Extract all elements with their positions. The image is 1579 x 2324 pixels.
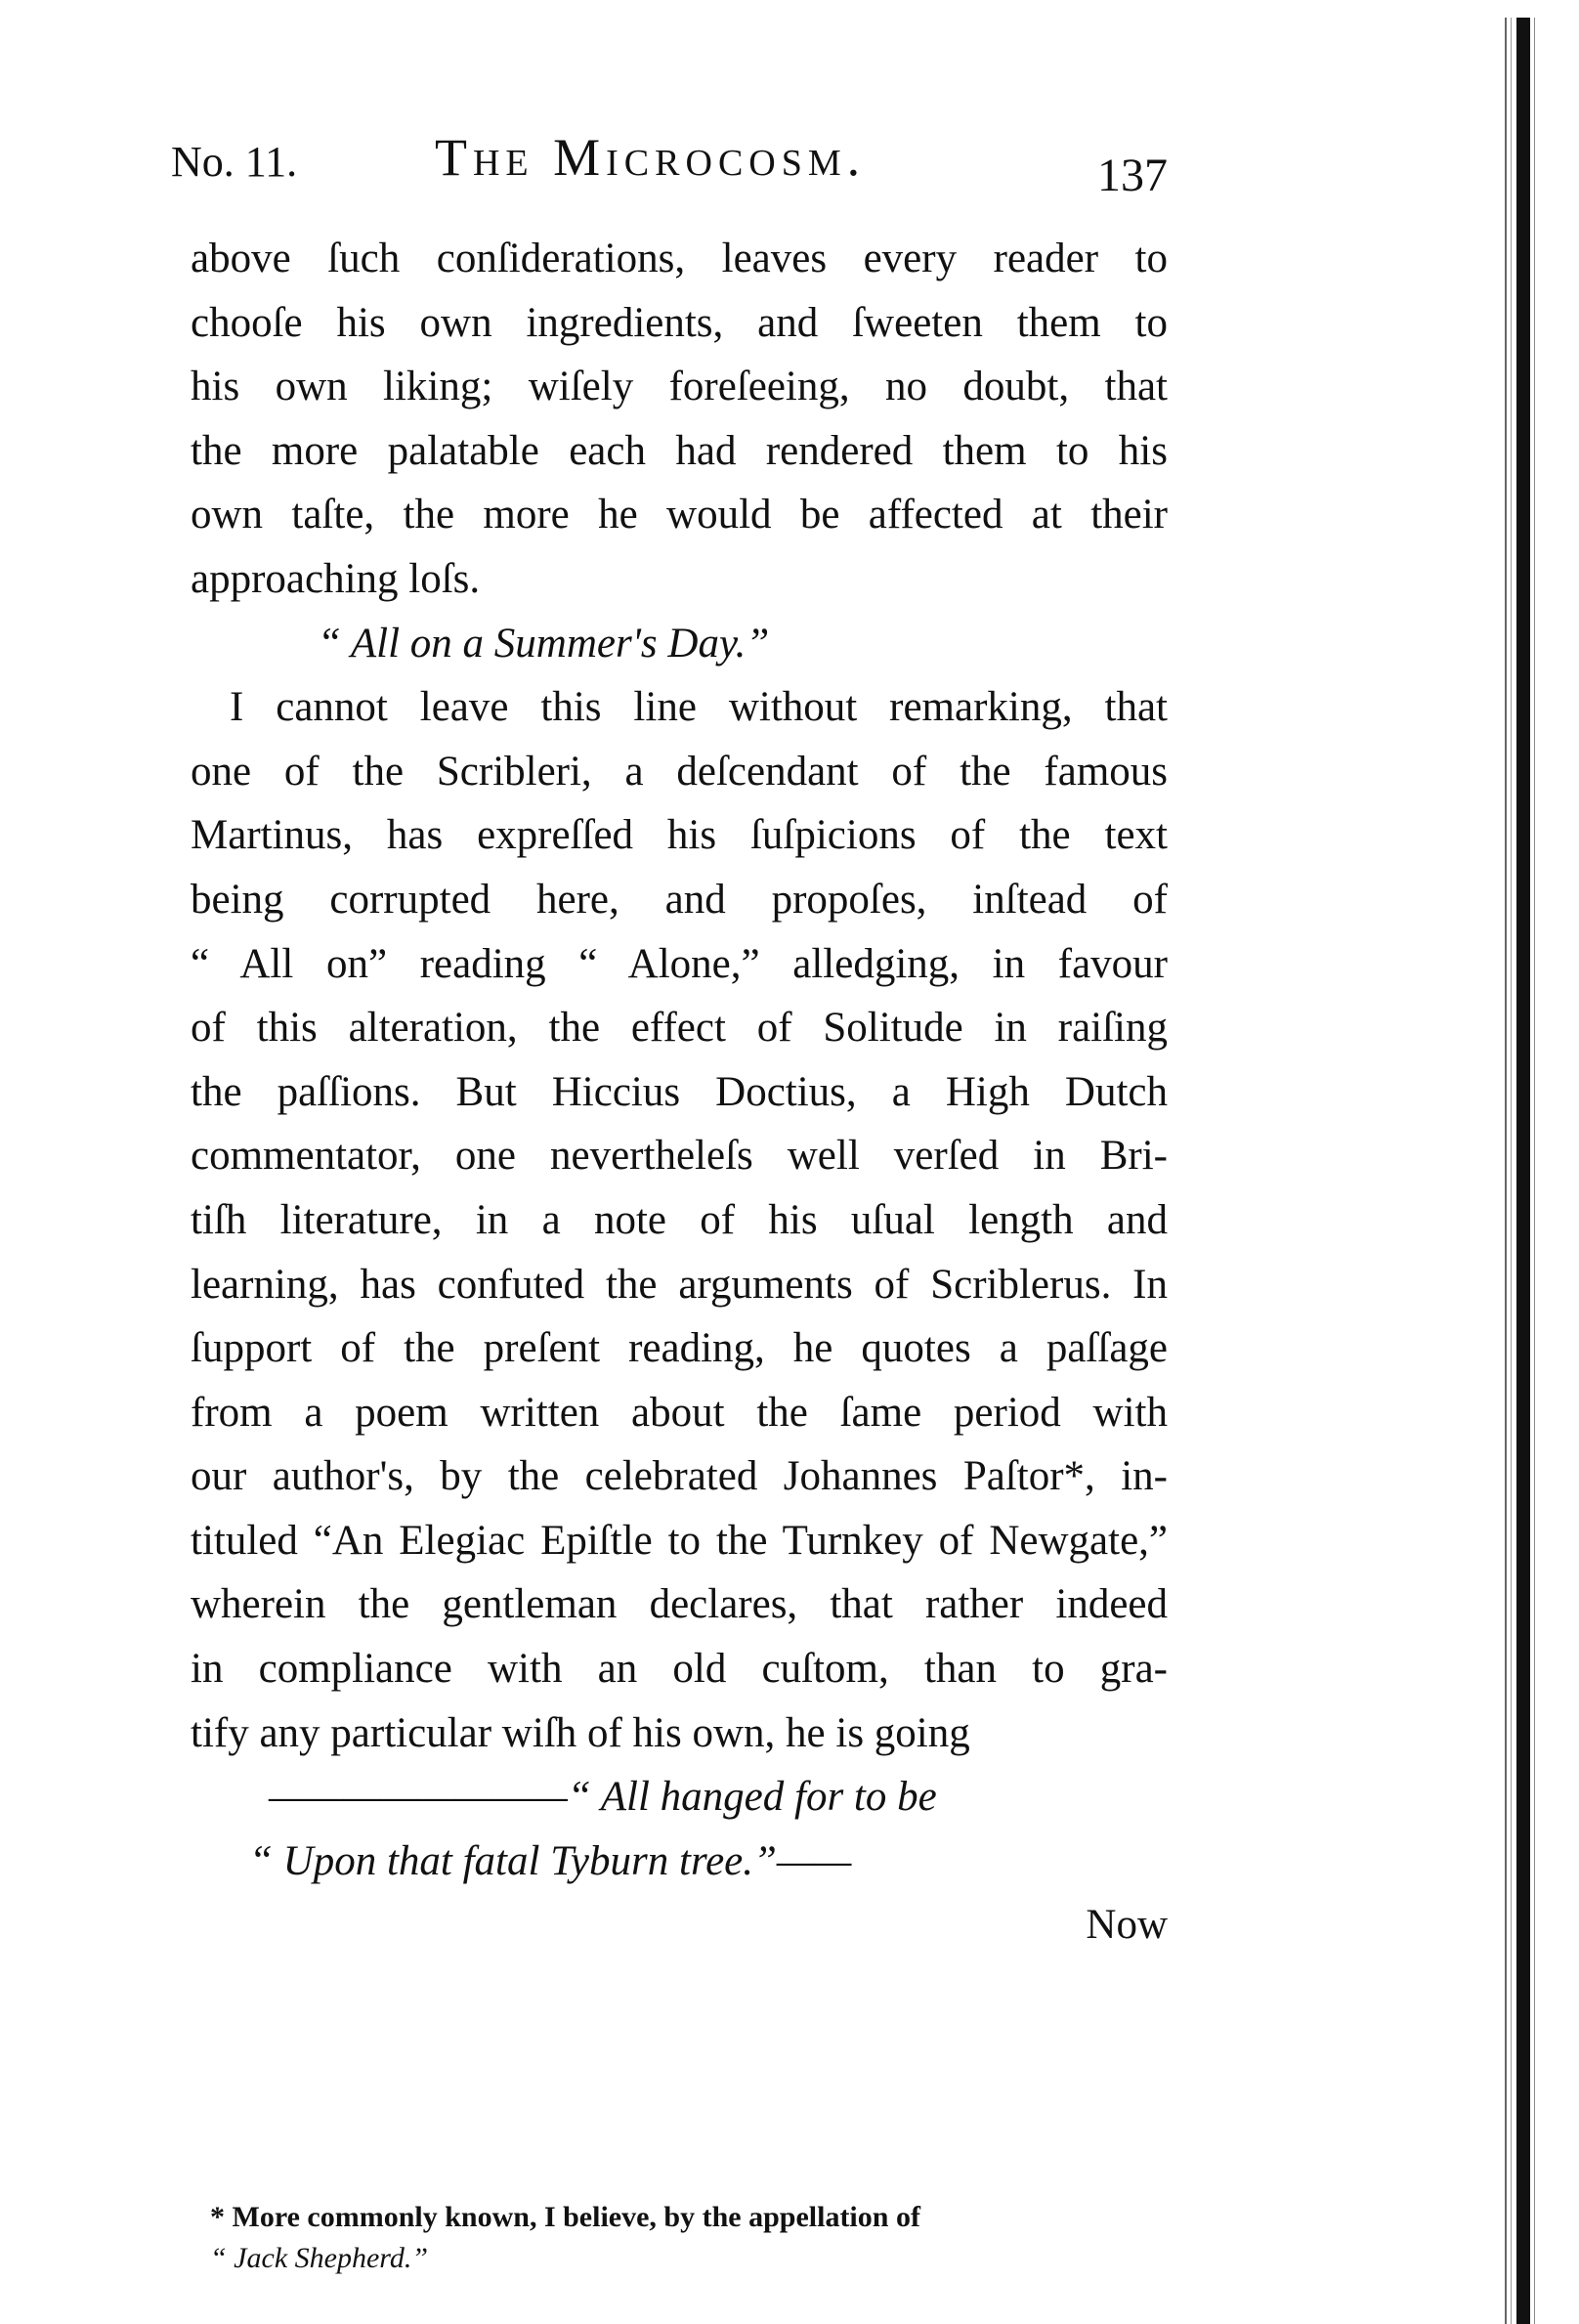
catchword: Now <box>1086 1902 1168 1949</box>
text-line: Martinus, has expreſſed his ſuſpicions of the text <box>191 812 1168 859</box>
text-line: own taſte, the more he would be affected at their <box>191 492 1168 538</box>
text-line: one of the Scribleri, a deſcendant of the famous <box>191 748 1168 795</box>
verse-line: ————————“ All hanged for to be <box>269 1774 937 1821</box>
text-line: I cannot leave this line without remarking, that <box>230 684 1168 731</box>
verse-line: “ Upon that fatal Tyburn tree.”—— <box>249 1837 852 1884</box>
footnote-line: “ Jack Shepherd.” <box>210 2242 429 2274</box>
book-spine-edge <box>1505 18 1544 2324</box>
text-line: tituled “An Elegiac Epiſtle to the Turnkey of Newgate,” <box>191 1517 1168 1564</box>
text-line: above ſuch conſiderations, leaves every reader to <box>191 236 1168 281</box>
text-line: being corrupted here, and propoſes, inſtead of <box>191 876 1168 923</box>
text-line: his own liking; wiſely foreſeeing, no doubt, that <box>191 364 1168 410</box>
text-line: the more palatable each had rendered them to his <box>191 427 1168 474</box>
text-line: chooſe his own ingredients, and ſweeten them to <box>191 299 1168 346</box>
text-line: tify any particular wiſh of his own, he is going <box>191 1709 970 1756</box>
body-text <box>191 227 1168 1958</box>
running-title: The Microcosm. <box>435 128 867 187</box>
text-line: commentator, one nevertheleſs well verſed in Bri- <box>191 1133 1168 1180</box>
text-line: wherein the gentleman declares, that rather indeed <box>191 1581 1168 1628</box>
text-line: approaching loſs. <box>191 555 481 602</box>
footnote <box>210 2197 1168 2279</box>
text-line: from a poem written about the ſame period with <box>191 1389 1168 1436</box>
text-line: our author's, by the celebrated Johannes Paſtor*, in- <box>191 1453 1168 1500</box>
page-number: 137 <box>1097 150 1168 201</box>
text-line: in compliance with an old cuſtom, than to gra- <box>191 1646 1168 1693</box>
issue-number: No. 11. <box>171 138 298 186</box>
text-line: “ All on” reading “ Alone,” alledging, in favour <box>191 940 1168 987</box>
text-line: tiſh literature, in a note of his uſual length and <box>191 1196 1168 1243</box>
text-line: learning, has confuted the arguments of Scriblerus. In <box>191 1261 1168 1308</box>
footnote-line: * More commonly known, I believe, by the appellation of <box>210 2201 920 2233</box>
text-line: the paſſions. But Hiccius Doctius, a High Dutch <box>191 1068 1168 1115</box>
text-line: of this alteration, the effect of Solitude in raiſing <box>191 1005 1168 1052</box>
text-line: ſupport of the preſent reading, he quotes a paſſage <box>191 1325 1168 1372</box>
quoted-line: “ All on a Summer's Day.” <box>318 620 770 667</box>
running-header <box>171 127 1168 201</box>
